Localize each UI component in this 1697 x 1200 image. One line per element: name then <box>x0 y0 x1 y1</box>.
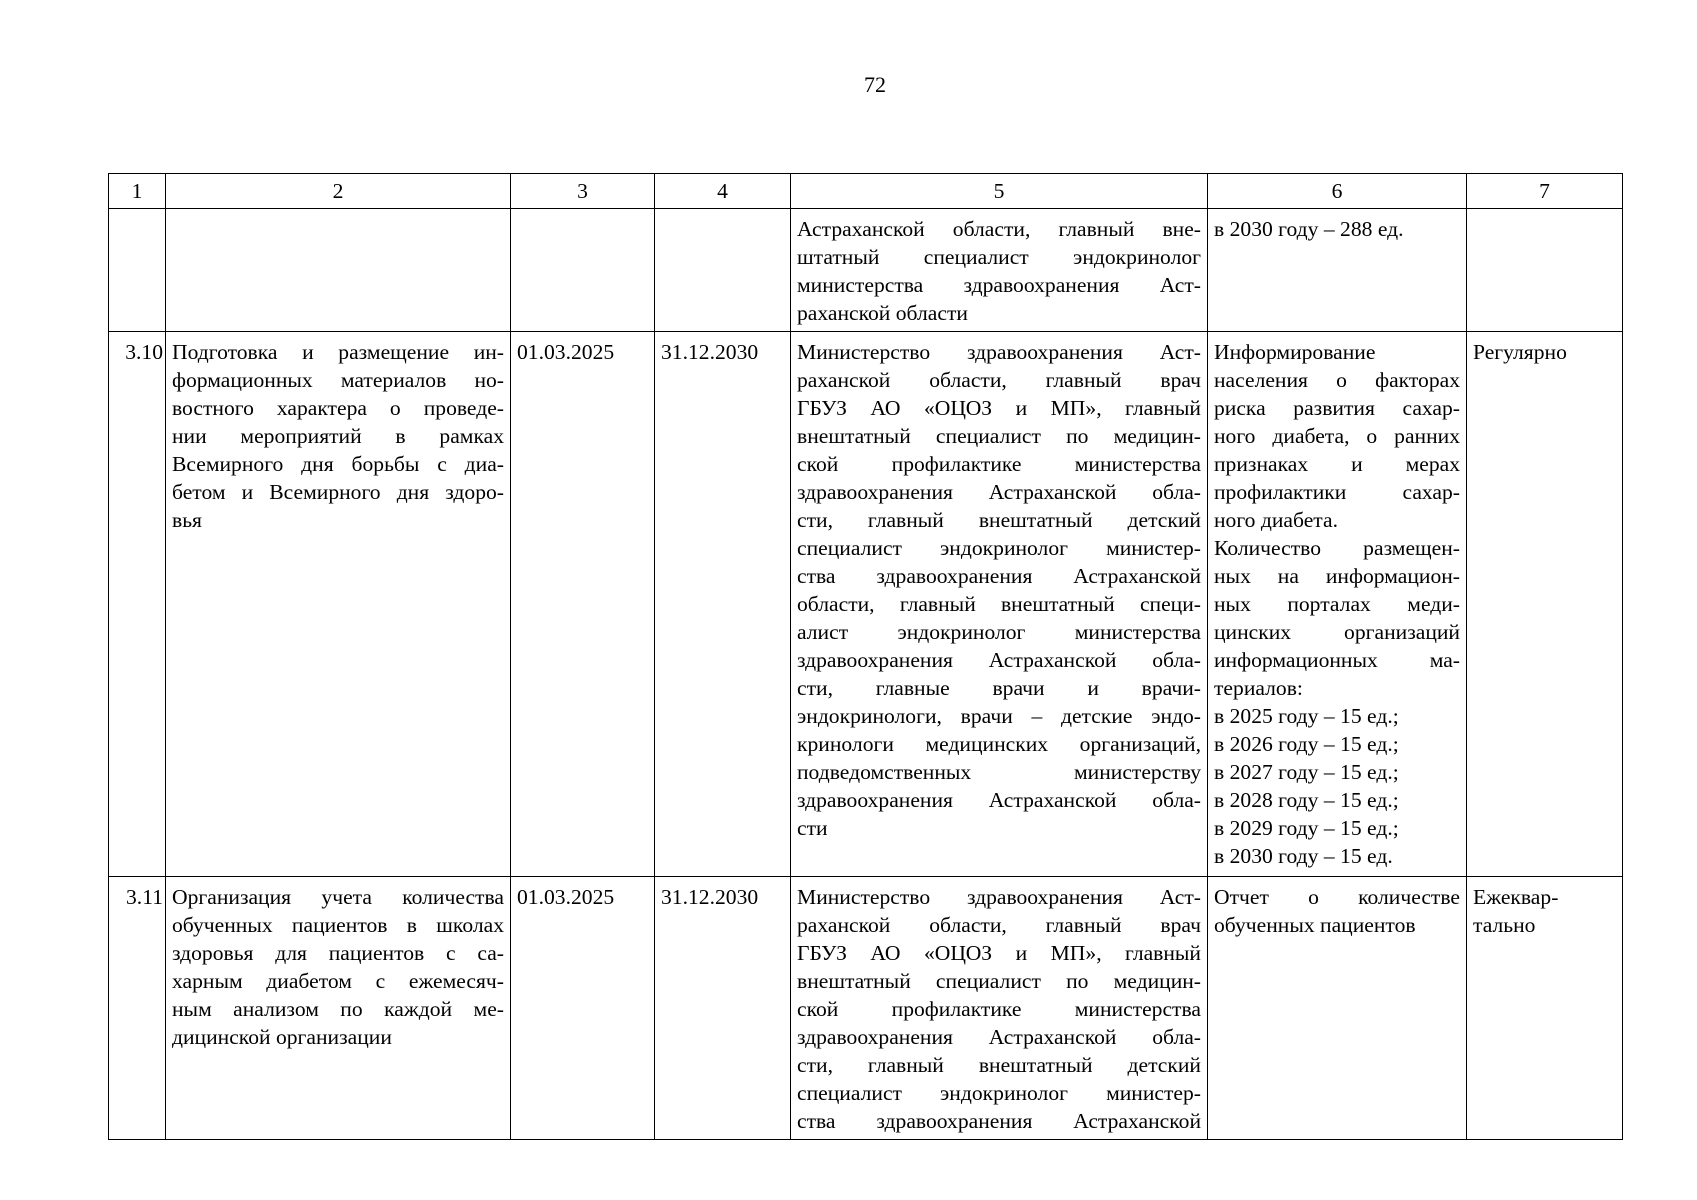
start-date-cell: 01.03.2025 <box>511 877 655 1140</box>
start-date-cell: 01.03.2025 <box>511 332 655 877</box>
result-line: риска развития сахар- <box>1214 396 1460 420</box>
responsible-line: ГБУЗ АО «ОЦОЗ и МП», главный <box>797 396 1201 420</box>
plan-table <box>108 173 1623 1140</box>
table-header-row <box>109 174 1623 209</box>
measure-line: здоровья для пациентов с са- <box>172 941 504 965</box>
responsible-line: раханской области <box>797 301 968 325</box>
responsible-line: сти, главные врачи и врачи- <box>797 676 1201 700</box>
frequency-cell <box>1467 877 1623 1140</box>
result-line: в 2030 году – 15 ед. <box>1214 844 1393 868</box>
responsible-line: внештатный специалист по медицин- <box>797 424 1201 448</box>
responsible-line: кринологи медицинских организаций, <box>797 732 1201 756</box>
responsible-line: сти <box>797 816 828 840</box>
responsible-line: сти, главный внештатный детский <box>797 508 1201 532</box>
column-header: 7 <box>1467 174 1623 209</box>
responsible-cell <box>791 332 1208 877</box>
measure-line: харным диабетом с ежемесяч- <box>172 969 504 993</box>
frequency-cell: Регулярно <box>1467 332 1623 877</box>
responsible-cell <box>791 877 1208 1140</box>
row-number: 3.10 <box>109 332 166 877</box>
measure-line: дицинской организации <box>172 1025 392 1049</box>
responsible-line: ства здравоохранения Астраханской <box>797 564 1201 588</box>
measure-cell <box>166 209 511 332</box>
result-line: териалов: <box>1214 676 1303 700</box>
result-cell <box>1208 209 1467 332</box>
result-line: обученных пациентов <box>1214 913 1416 937</box>
responsible-line: ской профилактике министерства <box>797 997 1201 1021</box>
table-row <box>109 877 1623 1140</box>
responsible-line: штатный специалист эндокринолог <box>797 245 1201 269</box>
result-line: профилактики сахар- <box>1214 480 1460 504</box>
result-line: в 2030 году – 288 ед. <box>1214 217 1404 241</box>
result-line: информационных ма- <box>1214 648 1460 672</box>
result-line: в 2026 году – 15 ед.; <box>1214 732 1399 756</box>
result-line: ного диабета. <box>1214 508 1338 532</box>
result-cell <box>1208 877 1467 1140</box>
measure-line: ным анализом по каждой ме- <box>172 997 504 1021</box>
row-number: 3.11 <box>109 877 166 1140</box>
table-row <box>109 209 1623 332</box>
result-line: в 2025 году – 15 ед.; <box>1214 704 1399 728</box>
result-line: в 2028 году – 15 ед.; <box>1214 788 1399 812</box>
responsible-line: здравоохранения Астраханской обла- <box>797 788 1201 812</box>
responsible-line: здравоохранения Астраханской обла- <box>797 648 1201 672</box>
responsible-line: ГБУЗ АО «ОЦОЗ и МП», главный <box>797 941 1201 965</box>
end-date-cell: 31.12.2030 <box>655 877 791 1140</box>
result-line: Отчет о количестве <box>1214 885 1460 909</box>
responsible-line: ства здравоохранения Астраханской <box>797 1109 1201 1133</box>
measure-line: формационных материалов но- <box>172 368 504 392</box>
responsible-line: Министерство здравоохранения Аст- <box>797 885 1201 909</box>
responsible-line: специалист эндокринолог министер- <box>797 1081 1201 1105</box>
measure-cell <box>166 877 511 1140</box>
end-date-cell: 31.12.2030 <box>655 332 791 877</box>
result-line: признаках и мерах <box>1214 452 1460 476</box>
column-header: 6 <box>1208 174 1467 209</box>
responsible-line: эндокринологи, врачи – детские эндо- <box>797 704 1201 728</box>
row-number <box>109 209 166 332</box>
measure-line: бетом и Всемирного дня здоро- <box>172 480 504 504</box>
measure-line: Подготовка и размещение ин- <box>172 340 504 364</box>
measure-line: нии мероприятий в рамках <box>172 424 504 448</box>
responsible-line: раханской области, главный врач <box>797 368 1201 392</box>
responsible-line: ской профилактике министерства <box>797 452 1201 476</box>
result-line: в 2029 году – 15 ед.; <box>1214 816 1399 840</box>
result-line: Количество размещен- <box>1214 536 1460 560</box>
measure-cell <box>166 332 511 877</box>
column-header: 2 <box>166 174 511 209</box>
result-line: ных порталах меди- <box>1214 592 1460 616</box>
measure-line: обученных пациентов в школах <box>172 913 504 937</box>
end-date-cell <box>655 209 791 332</box>
result-line: в 2027 году – 15 ед.; <box>1214 760 1399 784</box>
measure-line: востного характера о проведе- <box>172 396 504 420</box>
result-line: Информирование <box>1214 340 1376 364</box>
responsible-line: подведомственных министерству <box>797 760 1201 784</box>
result-line: ного диабета, о ранних <box>1214 424 1460 448</box>
responsible-line: специалист эндокринолог министер- <box>797 536 1201 560</box>
column-header: 5 <box>791 174 1208 209</box>
responsible-line: здравоохранения Астраханской обла- <box>797 1025 1201 1049</box>
frequency-cell <box>1467 209 1623 332</box>
frequency-text: Ежеквар- тально <box>1473 885 1559 937</box>
result-line: населения о факторах <box>1214 368 1460 392</box>
responsible-line: раханской области, главный врач <box>797 913 1201 937</box>
responsible-line: алист эндокринолог министерства <box>797 620 1201 644</box>
responsible-line: внештатный специалист по медицин- <box>797 969 1201 993</box>
responsible-line: министерства здравоохранения Аст- <box>797 273 1201 297</box>
result-line: цинских организаций <box>1214 620 1460 644</box>
page-number: 72 <box>864 72 886 97</box>
responsible-cell <box>791 209 1208 332</box>
responsible-line: сти, главный внештатный детский <box>797 1053 1201 1077</box>
responsible-line: здравоохранения Астраханской обла- <box>797 480 1201 504</box>
result-cell <box>1208 332 1467 877</box>
column-header: 1 <box>109 174 166 209</box>
measure-line: Организация учета количества <box>172 885 504 909</box>
measure-line: вья <box>172 508 202 532</box>
column-header: 4 <box>655 174 791 209</box>
responsible-line: Министерство здравоохранения Аст- <box>797 340 1201 364</box>
start-date-cell <box>511 209 655 332</box>
responsible-line: Астраханской области, главный вне- <box>797 217 1201 241</box>
measure-line: Всемирного дня борьбы с диа- <box>172 452 504 476</box>
responsible-line: области, главный внештатный специ- <box>797 592 1201 616</box>
column-header: 3 <box>511 174 655 209</box>
table-row <box>109 332 1623 877</box>
result-line: ных на информацион- <box>1214 564 1460 588</box>
